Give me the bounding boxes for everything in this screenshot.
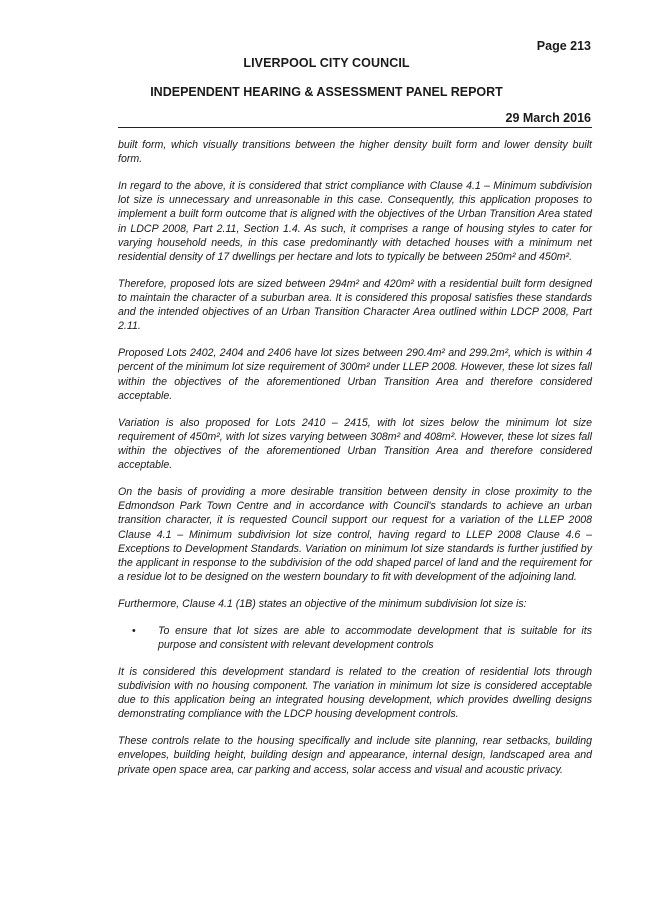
paragraph: These controls relate to the housing specifically and include site planning, rear setbacks, building envelopes, building height, building design and appearance, internal design, landscaped area and private open space area, car parking and access, solar access and visual and acoustic privacy. <box>118 735 592 776</box>
list-item-text: To ensure that lot sizes are able to accommodate development that is suitable for its purpose and consistent with relevant development controls <box>158 624 592 652</box>
council-name: LIVERPOOL CITY COUNCIL <box>243 56 410 70</box>
report-date: 29 March 2016 <box>505 111 591 125</box>
paragraph: Variation is also proposed for Lots 2410 – 2415, with lot sizes below the minimum lot size requirement of 450m², with lot sizes varying between 308m² and 408m². However, these lot sizes fall within the objectives of the aforementioned Urban Transition Area and therefore considered acceptable. <box>118 416 592 472</box>
report-title: INDEPENDENT HEARING & ASSESSMENT PANEL REPORT <box>150 85 503 99</box>
paragraph: Proposed Lots 2402, 2404 and 2406 have lot sizes between 290.4m² and 299.2m², which is within 4 percent of the minimum lot size requirement of 300m² under LLEP 2008. However, these lot sizes fall within the objectives of the aforementioned Urban Transition Area and therefore considered acceptable. <box>118 347 592 402</box>
paragraph: built form, which visually transitions between the higher density built form and lower density built form. <box>118 139 592 166</box>
page-number: Page 213 <box>536 39 591 53</box>
paragraph: In regard to the above, it is considered that strict compliance with Clause 4.1 – Minimum subdivision lot size is unnecessary and unreasonable in this case. Consequently, this application proposes to implement a built form outcome that is aligned with the objectives of the Urban Transition Area stated in LDCP 2008, Part 2.11, Section 1.4. As such, it comprises a range of housing styles to cater for varying household needs, in this case predominantly with detached houses with a minimum net residential density of 17 dwellings per hectare and lots to typically be between 250m² and 450m². <box>118 180 592 264</box>
paragraph: Therefore, proposed lots are sized between 294m² and 420m² with a residential built form designed to maintain the character of a suburban area. It is considered this proposal satisfies these standards and the intended objectives of an Urban Transition Character Area outlined within LDCP 2008, Part 2.11. <box>118 277 592 333</box>
header-divider <box>118 127 592 128</box>
paragraph: Furthermore, Clause 4.1 (1B) states an objective of the minimum subdivision lot size is: <box>118 598 527 611</box>
objective-list <box>118 624 592 652</box>
paragraph: It is considered this development standard is related to the creation of residential lots through subdivision with no housing component. The variation in minimum lot size is considered acceptable due to this application being an integrated housing development, which provides dwelling designs demonstrating compliance with the LDCP housing development controls. <box>118 665 592 721</box>
bullet-icon: • <box>132 624 136 637</box>
report-body <box>118 138 592 789</box>
paragraph: On the basis of providing a more desirable transition between density in close proximity to the Edmondson Park Town Centre and in accordance with Council's standards to achieve an urban transition character, it is requested Council support our request for a variation of the LLEP 2008 Clause 4.1 – Minimum subdivision lot size control, having regard to LLEP 2008 Clause 4.6 – Exceptions to Development Standards. Variation on minimum lot size standards is further justified by the applicant in response to the subdivision of the odd shaped parcel of land and the requirement for a residue lot to be designed on the western boundary to fit with development of the adjoining land. <box>118 486 592 584</box>
list-item <box>118 624 592 652</box>
